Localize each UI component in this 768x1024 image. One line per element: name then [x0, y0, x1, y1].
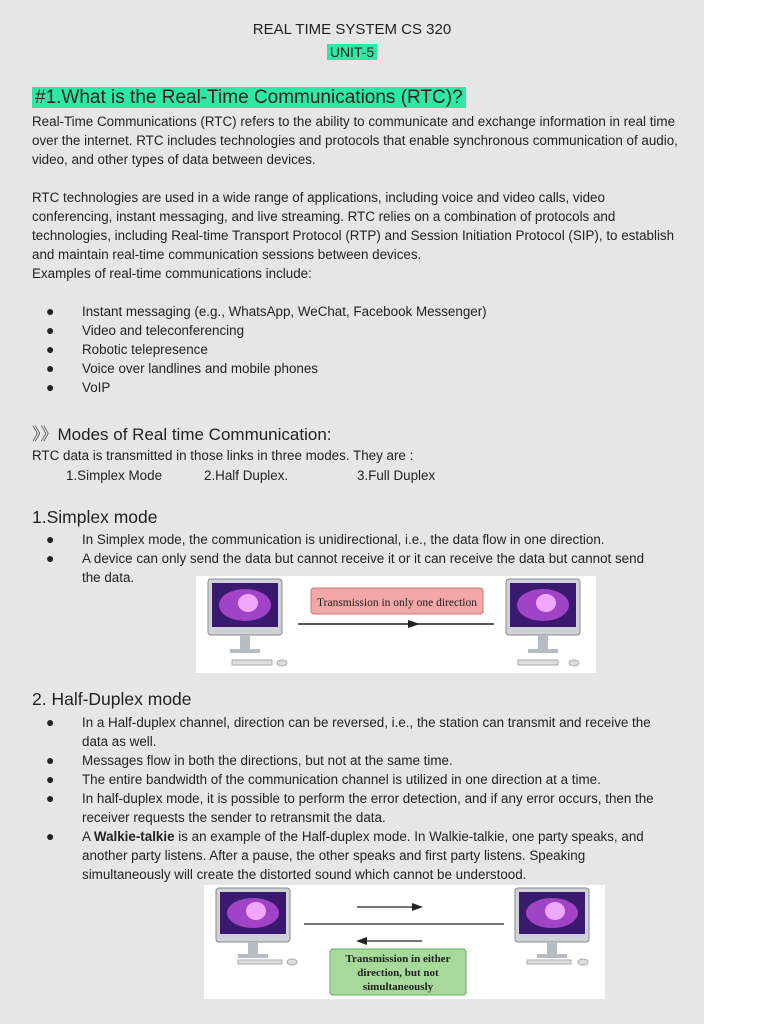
- arrow-left-icon: [356, 937, 367, 945]
- modes-intro: RTC data is transmitted in those links in three modes. They are :: [32, 448, 414, 463]
- bullet-icon: ●: [46, 714, 55, 730]
- list-item: ● In Simplex mode, the communication is unidirectional, i.e., the data flow in one direction.: [46, 531, 605, 547]
- bullet-icon: ●: [46, 531, 55, 547]
- computer-icon: [515, 888, 589, 965]
- mode-item-simplex: 1.Simplex Mode: [66, 468, 163, 483]
- halfduplex-figure: [204, 885, 605, 999]
- simplex-heading: 1.Simplex mode: [32, 507, 158, 527]
- mode-item-halfduplex: 2.Half Duplex.: [204, 468, 289, 483]
- walkie-talkie-term: Walkie-talkie: [93, 829, 175, 844]
- doc-title: REAL TIME SYSTEM CS 320: [252, 21, 452, 38]
- list-item: ● VoIP: [46, 379, 111, 395]
- bullet-icon: ●: [46, 341, 55, 357]
- list-item: ● A Walkie-talkie is an example of the Half-duplex mode. In Walkie-talkie, one party speaks, and another party listens. After a pause, the other speaks and first party listens. Speaking simultaneously will create the distorted sound which cannot be understood.: [46, 828, 644, 882]
- mode-item-fullduplex: 3.Full Duplex: [357, 468, 436, 483]
- list-item: ● Instant messaging (e.g., WhatsApp, WeChat, Facebook Messenger): [46, 303, 487, 319]
- list-item: ● Robotic telepresence: [46, 341, 208, 357]
- section1-heading-wrap: [32, 86, 466, 110]
- bullet-icon: ●: [46, 550, 55, 566]
- list-item: ● Voice over landlines and mobile phones: [46, 360, 318, 376]
- computer-icon: [208, 579, 287, 666]
- section1-para2: RTC technologies are used in a wide range of applications, including voice and video calls, video conferencing, instant messaging, and live streaming. RTC relies on a combination of protocols and technologies, including Real-time Transport Protocol (RTP) and Session Initiation Protocol (SIP), to establish and maintain real-time communication sessions between devices.: [32, 190, 675, 262]
- section1-para1: Real-Time Communications (RTC) refers to the ability to communicate and exchange information in real time over the internet. RTC includes technologies and protocols that enable synchronous communication of audio, video, and other types of data between devices.: [32, 114, 678, 167]
- halfduplex-figure-label-2: direction, but not: [357, 967, 439, 979]
- simplex-figure: [196, 576, 596, 673]
- examples-intro: Examples of real-time communications include:: [32, 266, 312, 281]
- bullet-icon: ●: [46, 303, 55, 319]
- simplex-figure-label: Transmission in only one direction: [317, 597, 477, 609]
- computer-icon: [506, 579, 580, 666]
- halfduplex-figure-label-1: Transmission in either: [345, 953, 451, 965]
- list-item: ● A device can only send the data but cannot receive it or it can receive the data but cannot send the data.: [46, 550, 645, 585]
- list-item: ● The entire bandwidth of the communication channel is utilized in one direction at a time.: [46, 771, 601, 787]
- computer-icon: [216, 888, 297, 965]
- halfduplex-heading: 2. Half-Duplex mode: [32, 689, 192, 709]
- bullet-icon: ●: [46, 360, 55, 376]
- arrow-right-icon: [412, 903, 423, 911]
- unit-label-wrap: [0, 42, 704, 62]
- bullet-icon: ●: [46, 828, 55, 844]
- bullet-icon: ●: [46, 322, 55, 338]
- modes-heading: 》》Modes of Real time Communication:: [32, 425, 332, 444]
- section1-heading: #1.What is the Real-Time Communications (RTC)?: [32, 87, 466, 108]
- list-item: ● In a Half-duplex channel, direction can be reversed, i.e., the station can transmit and receive the data as well.: [46, 714, 651, 749]
- bullet-icon: ●: [46, 771, 55, 787]
- bullet-icon: ●: [46, 752, 55, 768]
- halfduplex-figure-label-3: simultaneously: [362, 981, 434, 993]
- bullet-icon: ●: [46, 379, 55, 395]
- arrow-right-icon: [408, 620, 420, 628]
- list-item: ● Messages flow in both the directions, but not at the same time.: [46, 752, 453, 768]
- list-item: ● Video and teleconferencing: [46, 322, 245, 338]
- unit-label: UNIT-5: [327, 44, 377, 60]
- list-item: ● In half-duplex mode, it is possible to perform the error detection, and if any error occurs, then the receiver requests the sender to retransmit the data.: [46, 790, 654, 825]
- bullet-icon: ●: [46, 790, 55, 806]
